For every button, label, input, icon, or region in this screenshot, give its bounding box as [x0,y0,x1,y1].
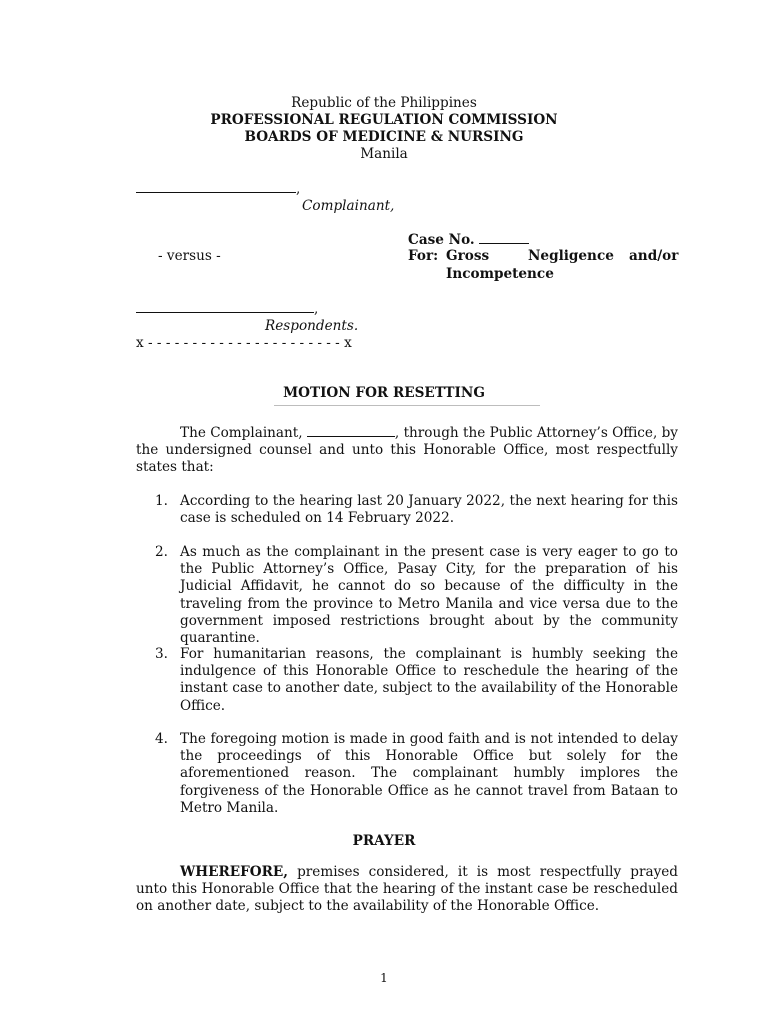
case-number [408,232,529,249]
header-city: Manila [360,146,408,162]
list-item [155,493,678,527]
wherefore-label: WHEREFORE, [180,864,289,880]
respondent-blank [136,311,314,313]
caption-separator: x - - - - - - - - - - - - - - - - - - - - - - x [136,335,352,351]
respondent-line [136,301,318,318]
list-item-text: According to the hearing last 20 January 2022, the next hearing for this case is scheduled on 14 February 2022. [180,493,678,527]
list-item-number: 4. [155,731,168,747]
charge-line-2: Incompetence [446,266,554,282]
complainant-line [136,181,300,198]
respondent-comma: , [314,301,319,317]
case-no-label: Case No. [408,232,475,248]
complainant-blank [136,191,296,193]
intro-paragraph [136,425,678,477]
page-number: 1 [380,971,388,985]
complainant-comma: , [296,181,301,197]
list-item-number: 1. [155,493,168,509]
list-item-number: 3. [155,646,168,662]
header-republic: Republic of the Philippines [291,95,477,111]
list-item [155,544,678,647]
list-item-text: As much as the complainant in the present case is very eager to go to the Public Attorney’s Office, Pasay City, for the preparation of his Judicial Affidavit, he cannot do so because of the difficulty in the traveling from the province to Metro Manila and vice versa due to the government imposed restrictions brought about by the community quarantine. [180,544,678,647]
document-title: MOTION FOR RESETTING [283,385,485,401]
intro-start: The Complainant, [180,425,303,441]
for-label: For: [408,248,439,264]
intro-rest: , through the Public Attorney’s Office, by the undersigned counsel and unto this Honorable Office, most respectfully states that: [136,425,678,476]
charge-gross: Gross [446,248,490,264]
charge-andor: and/or [629,248,679,264]
charge-line-1 [408,248,678,265]
respondents-label: Respondents. [265,318,359,334]
header-boards: BOARDS OF MEDICINE & NURSING [244,129,524,145]
list-item-text: The foregoing motion is made in good faith and is not intended to delay the proceedings of this Honorable Office but solely for the aforementioned reason. The complainant humbly implores the forgiveness of the Honorable Office as he cannot travel from Bataan to Metro Manila. [180,731,678,816]
intro-complainant-blank [307,435,395,437]
prayer-heading: PRAYER [352,833,416,849]
list-item-text: For humanitarian reasons, the complainant is humbly seeking the indulgence of this Honorable Office to reschedule the hearing of the instant case to another date, subject to the availability of the Honorable Office. [180,646,678,714]
versus-label: - versus - [158,248,221,264]
prayer-paragraph [136,864,678,916]
case-no-blank [479,242,529,244]
list-item [155,646,678,715]
list-item-number: 2. [155,544,168,560]
charge-negligence: Negligence [528,248,614,264]
list-item [155,731,678,817]
prayer-text: premises considered, it is most respectfully prayed unto this Honorable Office that the hearing of the instant case be rescheduled on another date, subject to the availability of the Honorable Office. [136,864,678,915]
complainant-label: Complainant, [302,198,395,214]
header-commission: PROFESSIONAL REGULATION COMMISSION [210,112,558,128]
title-divider [274,405,540,406]
